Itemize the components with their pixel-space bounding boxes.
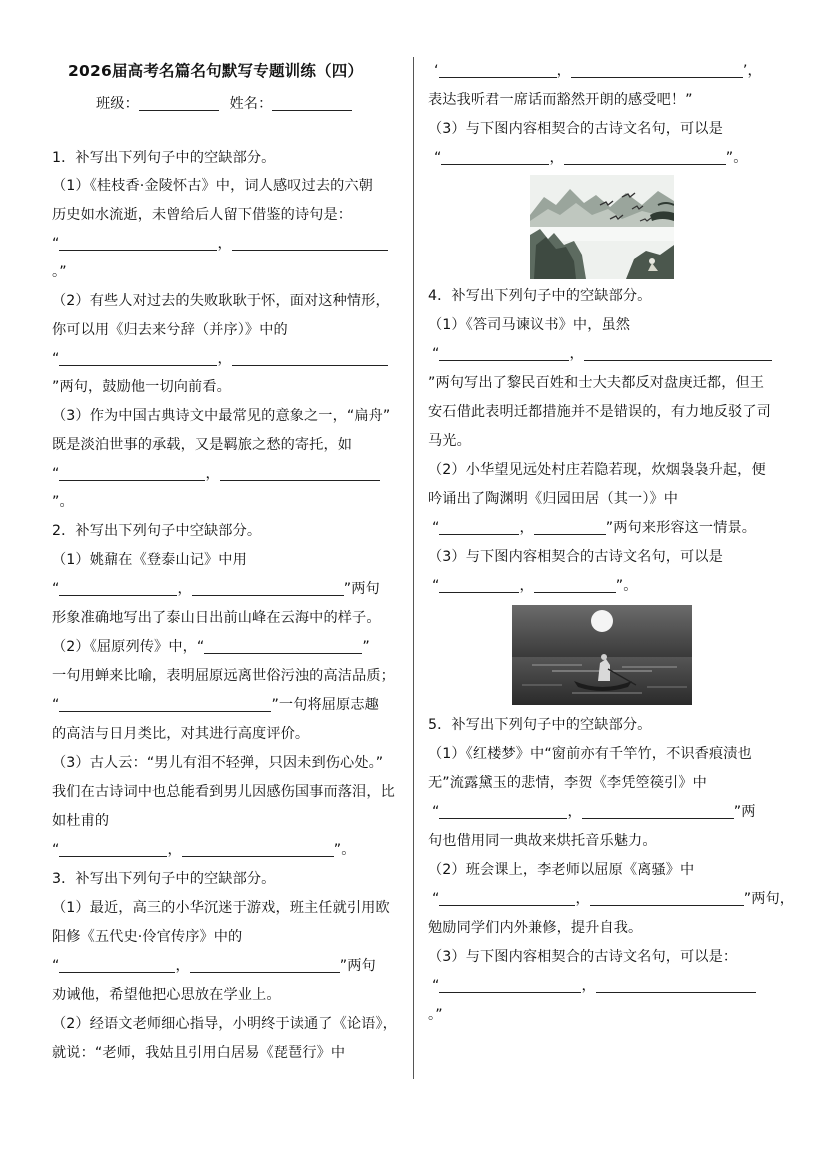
q2-3-text: （3）古人云：“男儿有泪不轻弹，只因未到伤心处。” [52,755,384,771]
q4-2-blank-b[interactable] [534,520,606,535]
q5-1-text: 无”流露黛玉的悲情，李贺《李凭箜篌引》中 [428,775,707,791]
q3-1-text: （1）最近，高三的小华沉迷于游戏，班主任就引用欧 [52,900,390,916]
class-name-row [96,95,352,113]
q5-1-blank-a[interactable] [439,804,567,819]
q5-2-text: （2）班会课上，李老师以屈原《离骚》中 [428,862,695,878]
q3-3-blank-b[interactable] [564,150,726,165]
moon-boat-icon [512,605,692,705]
name-label: 姓名： [229,96,273,112]
q3-3-blank-a[interactable] [441,150,549,165]
q2-heading: 2．补写出下列句子中空缺部分。 [52,523,262,539]
q3-2-blank-a[interactable] [439,63,557,78]
q4-3-blank-a[interactable] [439,578,519,593]
q1-2-text: 你可以用《归去来兮辞（并序）》中的 [52,322,288,338]
class-blank[interactable] [139,96,219,111]
q4-3-blank-b[interactable] [534,578,616,593]
q4-2-text: （2）小华望见远处村庄若隐若现，炊烟袅袅升起，便 [428,462,766,478]
q4-2-text: 吟诵出了陶渊明《归园田居（其一）》中 [428,491,679,507]
q2-2-answer-row-b: “ ”一句将屈原志趣 [52,697,379,713]
q2-2-blank-a[interactable] [204,639,362,654]
q3-1-answer-row: “ ， ”两句 [52,958,376,974]
q1-2-end: ”两句，鼓励他一切向前看。 [52,379,231,395]
q1-2-blank-a[interactable] [59,351,217,366]
q1-1-blank-b[interactable] [232,236,388,251]
q2-1-blank-b[interactable] [192,581,344,596]
q1-1-text: （1）《桂枝香·金陵怀古》中，词人感叹过去的六朝 [52,178,373,194]
q2-2-answer-row: （2）《屈原列传》中，“ ” [52,639,370,655]
q1-2-answer-row: “ ， [52,350,388,368]
q1-3-text: 既是淡泊世事的承载，又是羁旅之愁的寄托，如 [52,437,353,453]
q3-2-text: 就说：“老师，我姑且引用白居易《琵琶行》中 [52,1045,346,1061]
q2-3-text: 我们在古诗词中也总能看到男儿因感伤国事而落泪，比 [52,784,395,800]
q3-2-text: （2）经语文老师细心指导，小明终于读通了《论语》， [52,1016,397,1032]
q5-2-blank-b[interactable] [590,891,744,906]
q5-3-blank-b[interactable] [596,978,756,993]
q1-2-text: （2）有些人对过去的失败耿耿于怀，面对这种情形， [52,293,390,309]
q4-1-blank-b[interactable] [584,346,772,361]
q1-3-text: （3）作为中国古典诗文中最常见的意象之一，“扁舟” [52,408,391,424]
q1-1-answer-row: “ ， [52,235,388,253]
landscape-painting-image [530,175,674,279]
q3-heading: 3．补写出下列句子中的空缺部分。 [52,871,276,887]
name-blank[interactable] [272,96,352,111]
q4-1-text: 马光。 [428,433,471,449]
q5-3-text: （3）与下图内容相契合的古诗文名句，可以是： [428,949,738,965]
q4-1-answer-row: “ ， [432,345,772,363]
q2-1-text: 形象准确地写出了泰山日出前山峰在云海中的样子。 [52,610,381,626]
q2-2-text: 的高洁与日月类比，对其进行高度评价。 [52,726,310,742]
q2-1-text: （1）姚鼐在《登泰山记》中用 [52,552,247,568]
q5-1-text: 句也借用同一典故来烘托音乐魅力。 [428,833,657,849]
q2-2-text: 一句用蝉来比喻，表明屈原远离世俗污浊的高洁品质； [52,668,395,684]
q5-2-text: 勉励同学们内外兼修，提升自我。 [428,920,643,936]
q5-3-answer-row: “ ， [432,977,756,995]
q5-3-end: 。” [428,1007,443,1023]
q1-3-answer-row: “ ， [52,465,380,483]
q3-3-text: （3）与下图内容相契合的古诗文名句，可以是 [428,121,723,137]
moon-boat-image [512,605,692,705]
q5-2-answer-row: “ ， ”两句， [432,891,795,907]
q4-1-text: ”两句写出了黎民百姓和士大夫都反对盘庚迁都，但王 [428,375,765,391]
q4-1-text: 安石借此表明迁都措施并不是错误的，有力地反驳了司 [428,404,771,420]
q4-heading: 4．补写出下列句子中的空缺部分。 [428,288,652,304]
q1-3-end: ”。 [52,494,74,510]
q2-3-blank-b[interactable] [182,842,334,857]
q5-2-blank-a[interactable] [439,891,575,906]
q1-3-blank-b[interactable] [220,466,380,481]
q3-1-text: 阳修《五代史·伶官传序》中的 [52,929,243,945]
q5-3-blank-a[interactable] [439,978,581,993]
q5-1-blank-b[interactable] [582,804,734,819]
q3-2-text: 表达我听君一席话而豁然开朗的感受吧！” [428,92,693,108]
q4-3-text: （3）与下图内容相契合的古诗文名句，可以是 [428,549,723,565]
q1-3-blank-a[interactable] [59,466,205,481]
q3-3-answer-row: “ ， ”。 [434,150,748,166]
q5-heading: 5．补写出下列句子中的空缺部分。 [428,717,652,733]
q4-2-answer-row: “ ， ”两句来形容这一情景。 [432,520,757,536]
class-label: 班级： [96,96,139,112]
q4-1-text: （1）《答司马谏议书》中，虽然 [428,317,631,333]
q1-1-blank-a[interactable] [59,236,217,251]
q1-2-blank-b[interactable] [232,351,388,366]
q5-1-text: （1）《红楼梦》中“窗前亦有千竿竹，不识香痕渍也 [428,746,752,762]
q4-2-blank-a[interactable] [439,520,519,535]
q2-3-answer-row: “ ， ”。 [52,842,356,858]
q3-1-blank-a[interactable] [59,958,175,973]
q4-3-answer-row: “ ， ”。 [432,578,638,594]
q2-1-blank-a[interactable] [59,581,177,596]
q3-1-text: 劝诫他，希望他把心思放在学业上。 [52,987,281,1003]
q3-2-blank-b[interactable] [571,63,743,78]
q3-2-answer-row: ‘ ， ’， [434,63,762,79]
landscape-painting-icon [530,175,674,279]
page-title: 2026届高考名篇名句默写专题训练（四） [68,62,364,80]
q1-1-end: 。” [52,264,67,280]
q2-3-blank-a[interactable] [59,842,167,857]
q1-heading: 1．补写出下列句子中的空缺部分。 [52,150,276,166]
q2-2-blank-b[interactable] [59,697,271,712]
q5-1-answer-row: “ ， ”两 [432,804,756,820]
q3-1-blank-b[interactable] [190,958,340,973]
column-divider [413,57,414,1079]
q2-3-text: 如杜甫的 [52,813,110,829]
q1-1-text: 历史如水流逝，未曾给后人留下借鉴的诗句是： [52,207,353,223]
q2-1-answer-row: “ ， ”两句 [52,581,380,597]
q4-1-blank-a[interactable] [439,346,569,361]
